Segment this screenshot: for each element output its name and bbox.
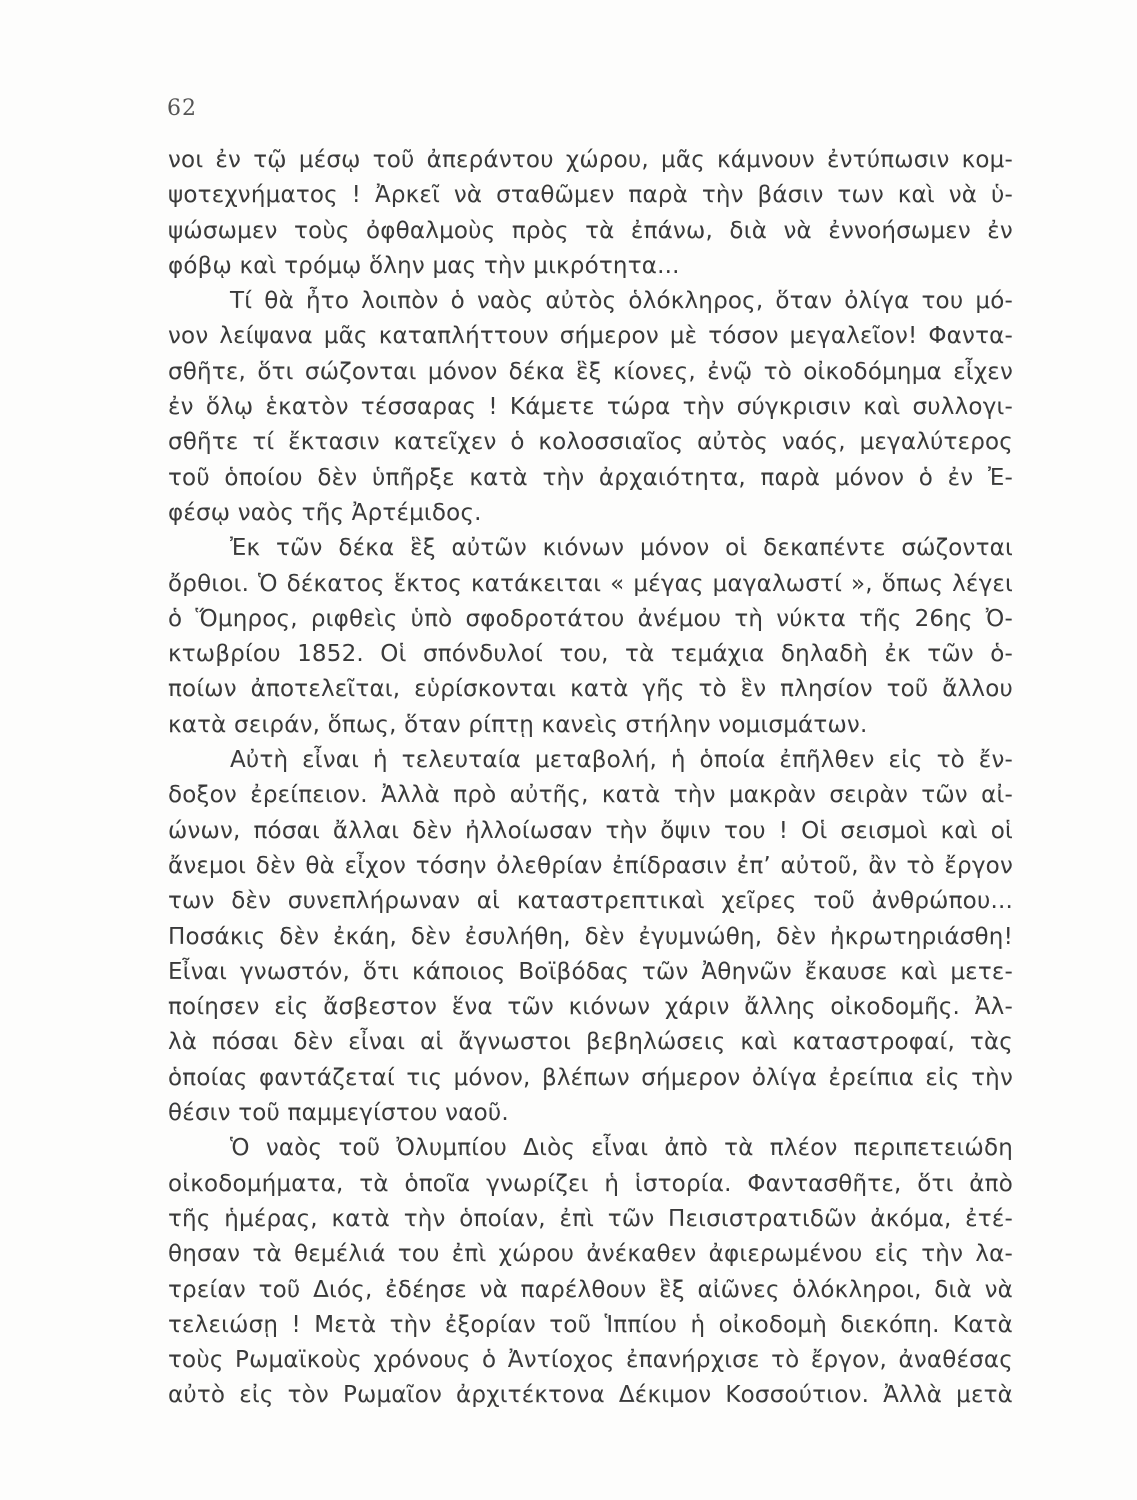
- text-line: Εἶναι γνωστόν, ὅτι κάποιος Βοϊβόδας τῶν Ἀθηνῶν ἔκαυσε καὶ μετε-: [168, 958, 1013, 985]
- text-line: τοὺς Ρωμαϊκοὺς χρόνους ὁ Ἀντίοχος ἐπανήρχισε τὸ ἔργον, ἀναθέσας: [168, 1347, 1013, 1374]
- text-line: ψώσωμεν τοὺς ὀφθαλμοὺς πρὸς τὰ ἐπάνω, διὰ νὰ ἐννοήσωμεν ἐν: [168, 217, 1013, 244]
- text-line: δοξον ἐρείπειον. Ἀλλὰ πρὸ αὐτῆς, κατὰ τὴν μακρὰν σειρὰν τῶν αἰ-: [168, 782, 1013, 809]
- text-line: Ὁ ναὸς τοῦ Ὀλυμπίου Διὸς εἶναι ἀπὸ τὰ πλέον περιπετειώδη: [230, 1135, 1013, 1162]
- body-text: [168, 143, 1013, 1414]
- text-line: ποίων ἀποτελεῖται, εὑρίσκονται κατὰ γῆς τὸ ἓν πλησίον τοῦ ἄλλου: [168, 676, 1013, 703]
- text-line: οἰκοδομήματα, τὰ ὁποῖα γνωρίζει ἡ ἱστορία. Φαντασθῆτε, ὅτι ἀπὸ: [168, 1170, 1013, 1197]
- text-line: ὁποίας φαντάζεταί τις μόνον, βλέπων σήμερον ὀλίγα ἐρείπια εἰς τὴν: [168, 1064, 1013, 1091]
- text-line: των δὲν συνεπλήρωναν αἱ καταστρεπτικαὶ χεῖρες τοῦ ἀνθρώπου...: [168, 888, 1013, 915]
- text-line: φόβῳ καὶ τρόμῳ ὅλην μας τὴν μικρότητα...: [168, 252, 680, 279]
- text-line: κατὰ σειράν, ὅπως, ὅταν ρίπτῃ κανεὶς στήλην νομισμάτων.: [168, 711, 868, 738]
- text-line: φέσῳ ναὸς τῆς Ἀρτέμιδος.: [168, 499, 482, 526]
- text-line: ἄνεμοι δὲν θὰ εἶχον τόσην ὀλεθρίαν ἐπίδρασιν ἐπ’ αὐτοῦ, ἂν τὸ ἔργον: [168, 852, 1013, 879]
- text-line: θέσιν τοῦ παμμεγίστου ναοῦ.: [168, 1100, 509, 1127]
- text-line: σθῆτε τί ἔκτασιν κατεῖχεν ὁ κολοσσιαῖος αὐτὸς ναός, μεγαλύτερος: [168, 429, 1013, 456]
- page-number: 62: [167, 96, 197, 121]
- text-line: σθῆτε, ὅτι σώζονται μόνον δέκα ἓξ κίονες, ἐνῷ τὸ οἰκοδόμημα εἶχεν: [168, 358, 1013, 385]
- text-line: ὄρθιοι. Ὁ δέκατος ἕκτος κατάκειται « μέγας μαγαλωστί », ὅπως λέγει: [168, 570, 1013, 597]
- text-line: τελειώσῃ ! Μετὰ τὴν ἐξορίαν τοῦ Ἱππίου ἡ οἰκοδομὴ διεκόπη. Κατὰ: [168, 1311, 1013, 1338]
- text-line: αὐτὸ εἰς τὸν Ρωμαῖον ἀρχιτέκτονα Δέκιμον Κοσσούτιον. Ἀλλὰ μετὰ: [168, 1382, 1013, 1409]
- text-line: ὁ Ὅμηρος, ριφθεὶς ὑπὸ σφοδροτάτου ἀνέμου τὴ νύκτα τῆς 26ης Ὀ-: [168, 605, 1013, 632]
- text-line: Ἐκ τῶν δέκα ἓξ αὐτῶν κιόνων μόνον οἱ δεκαπέντε σώζονται: [230, 535, 1013, 562]
- text-line: Τί θὰ ἦτο λοιπὸν ὁ ναὸς αὐτὸς ὁλόκληρος, ὅταν ὀλίγα του μό-: [230, 288, 1013, 315]
- text-line: Ποσάκις δὲν ἐκάη, δὲν ἐσυλήθη, δὲν ἐγυμνώθη, δὲν ἠκρωτηριάσθη!: [168, 923, 1013, 950]
- text-line: τρείαν τοῦ Διός, ἐδέησε νὰ παρέλθουν ἓξ αἰῶνες ὁλόκληροι, διὰ νὰ: [168, 1276, 1013, 1303]
- text-line: ἐν ὅλῳ ἑκατὸν τέσσαρας ! Κάμετε τώρα τὴν σύγκρισιν καὶ συλλογι-: [168, 394, 1013, 421]
- text-line: Αὐτὴ εἶναι ἡ τελευταία μεταβολή, ἡ ὁποία ἐπῆλθεν εἰς τὸ ἔν-: [230, 747, 1013, 774]
- text-line: νον λείψανα μᾶς καταπλήττουν σήμερον μὲ τόσον μεγαλεῖον! Φαντα-: [168, 323, 1013, 350]
- text-line: τοῦ ὁποίου δὲν ὑπῆρξε κατὰ τὴν ἀρχαιότητα, παρὰ μόνον ὁ ἐν Ἐ-: [168, 464, 1013, 491]
- text-line: ψοτεχνήματος ! Ἀρκεῖ νὰ σταθῶμεν παρὰ τὴν βάσιν των καὶ νὰ ὑ-: [168, 182, 1013, 209]
- text-line: θησαν τὰ θεμέλιά του ἐπὶ χώρου ἀνέκαθεν ἀφιερωμένου εἰς τὴν λα-: [168, 1241, 1013, 1268]
- text-line: νοι ἐν τῷ μέσῳ τοῦ ἀπεράντου χώρου, μᾶς κάμνουν ἐντύπωσιν κομ-: [168, 147, 1013, 173]
- text-line: ώνων, πόσαι ἄλλαι δὲν ἠλλοίωσαν τὴν ὄψιν του ! Οἱ σεισμοὶ καὶ οἱ: [168, 817, 1013, 844]
- text-line: τῆς ἡμέρας, κατὰ τὴν ὁποίαν, ἐπὶ τῶν Πεισιστρατιδῶν ἀκόμα, ἐτέ-: [168, 1205, 1013, 1232]
- text-line: ποίησεν εἰς ἄσβεστον ἕνα τῶν κιόνων χάριν ἄλλης οἰκοδομῆς. Ἀλ-: [168, 994, 1013, 1021]
- text-line: λὰ πόσαι δὲν εἶναι αἱ ἄγνωστοι βεβηλώσεις καὶ καταστροφαί, τὰς: [168, 1029, 1013, 1056]
- text-line: κτωβρίου 1852. Οἱ σπόνδυλοί του, τὰ τεμάχια δηλαδὴ ἐκ τῶν ὁ-: [168, 641, 1013, 668]
